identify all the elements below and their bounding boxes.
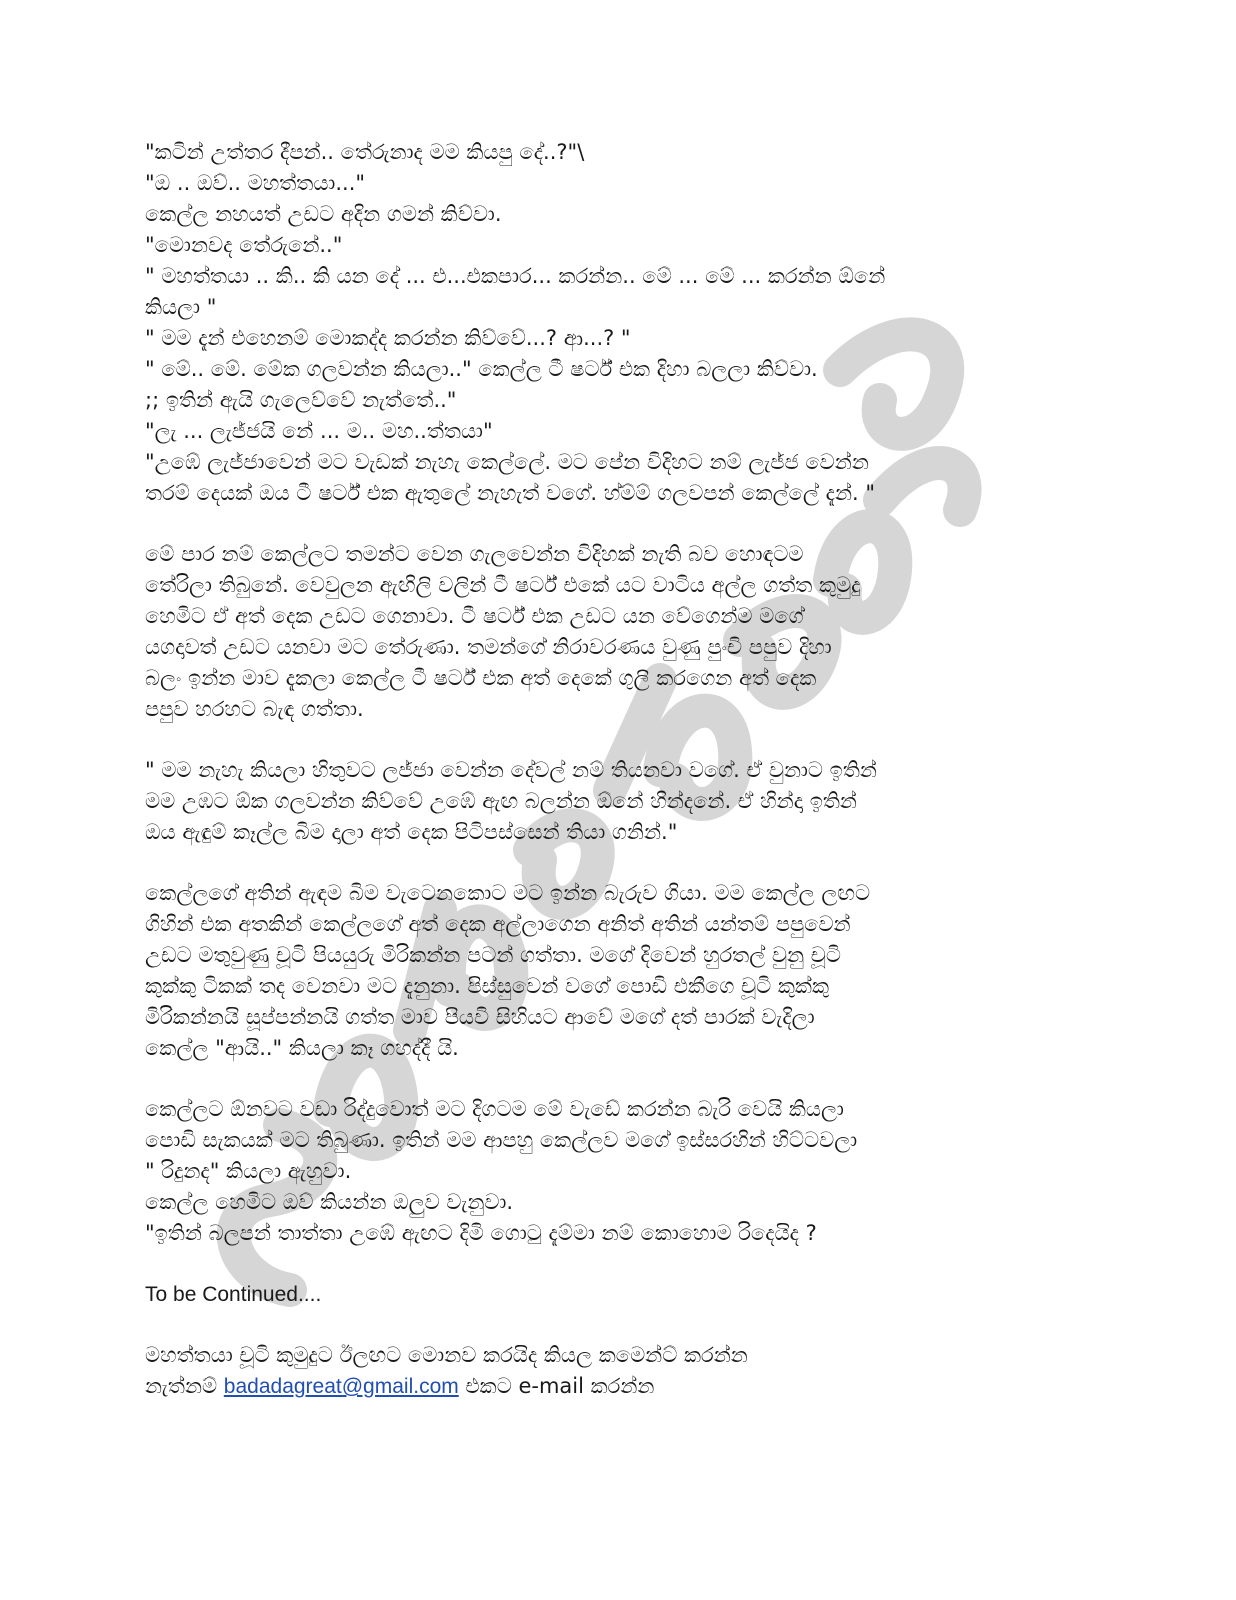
text-line: " මම නැහැ කියලා හිතුවට ලජ්ජා වෙන්න දේවල් නම් තියනවා වගේ. ඒ වුනාට ඉතින් (145, 758, 877, 782)
text-line: "ඉතින් බලපන් තාත්තා උඹේ ඇඟට දිමි ගොටු දැම්මා නම් කොහොම රිදෙයිද ? (145, 1221, 817, 1245)
paragraph-narration-1 (145, 539, 1090, 725)
footer-line-1: මහත්තයා චූටි කුමුදුට ඊලඟට මොනව කරයිද කියල කමෙන්ට් කරන්න (145, 1343, 748, 1367)
text-line: " මහත්තයා .. කි.. කි යන දේ ... එ...එකපාර... කරන්න.. මේ ... මේ ... කරන්න ඕනේ (145, 264, 886, 288)
paragraph-gap (145, 848, 1090, 878)
text-line: කෙල්ලට ඕනවට වඩා රිද්දුවොත් මට දිගටම මේ වැඩේ කරන්න බැරි වෙයි කියලා (145, 1097, 844, 1121)
text-line: යගදාවත් උඩට යනවා මට තේරුණා. තමන්ගේ නිරාවරණය වුණු පුංචි පපුව දිහා (145, 635, 832, 659)
text-line: තේරිලා තිබුනේ. වෙවුලන ඇඟිලි වලින් ටී ෂර්ට් එකේ යට වාටිය අල්ල ගත්ත කුමුදු (145, 573, 861, 597)
paragraph-dialogue-2 (145, 755, 1090, 848)
text-line: ගිහින් එක අතකින් කෙල්ලගේ අත් දෙක අල්ලාගෙන අනිත් අතින් යන්තම් පපුවෙන් (145, 912, 851, 936)
text-line: ඔය ඇඳුම් කෑල්ල බිම දාලා අත් දෙක පිටිපස්සෙන් තියා ගනින්." (145, 820, 678, 844)
footer-suffix: එකට e-mail කරන්න (458, 1374, 655, 1398)
text-line: මම උඹට ඕක ගලවන්න කිව්වේ උඹේ ඇඟ බලන්න ඕනේ හින්දනේ. ඒ හින්දා ඉතින් (145, 789, 857, 813)
text-line: පොඩි සැකයක් මට තිබුණා. ඉතින් මම ආපහු කෙල්ලව මගේ ඉස්සරහින් හිට්ටවලා (145, 1128, 858, 1152)
text-line: කුක්කු ටිකක් තද වෙනවා මට දැනුනා. පිස්සුවෙන් වගේ පොඩි එකීගෙ චූටි කුක්කු (145, 974, 830, 998)
paragraph-narration-2 (145, 878, 1090, 1064)
document-body (145, 137, 1090, 1402)
paragraph-gap (145, 509, 1090, 539)
text-line: මිරිකන්නයි සූප්පන්නයි ගත්ත මාව පියවි සිහියට ආවේ මගේ දත් පාරක් වැදිලා (145, 1005, 815, 1029)
text-line: කෙල්ල හෙමිට ඔව් කියන්න ඔලුව වැනුවා. (145, 1190, 514, 1214)
text-line: " රිදුනද" කියලා ඇහුවා. (145, 1159, 352, 1183)
text-line: "මොනවද තේරුනේ.." (145, 233, 343, 257)
paragraph-gap (145, 1310, 1090, 1340)
text-line: හෙමිට ඒ අත් දෙක උඩට ගෙනාවා. ටී ෂර්ට් එක උඩට යන වේගෙන්ම මගේ (145, 604, 804, 628)
paragraph-gap (145, 1064, 1090, 1094)
text-line: " මම දැන් එහෙනම් මොකද්ද කරන්න කිව්වේ...? ආ...? " (145, 326, 631, 350)
text-line: කෙල්ල "ආයි.." කියලා කෑ ගහද්දී යි. (145, 1036, 459, 1060)
to-be-continued: To be Continued.... (145, 1283, 322, 1306)
text-line: මේ පාර නම් කෙල්ලට තමන්ට වෙන ගැලවෙන්න විදිහක් නැති බව හොඳටම (145, 542, 804, 566)
paragraph-gap (145, 725, 1090, 755)
text-line: කෙල්ලගේ අතින් ඇඳම බිම වැටෙනකොට මට ඉන්න බැරුව ගියා. මම කෙල්ල ලඟට (145, 881, 871, 905)
text-line: "ඔ .. ඔව්.. මහත්තයා..." (145, 171, 366, 195)
text-line: තරම් දෙයක් ඔය ටී ෂර්ට් එක ඇතුලේ නැහැත් වගේ. හ්ම්ම් ගලවපන් කෙල්ලේ දැන්. " (145, 481, 875, 505)
footer-prefix: නැත්නම් (145, 1374, 224, 1398)
text-line: කෙල්ල නහයත් උඩට අදින ගමන් කිව්වා. (145, 202, 502, 226)
text-line: "කටින් උත්තර දීපන්.. තේරුනාද මම කියපු දේ..?"\ (145, 140, 585, 164)
footer-note (145, 1340, 1090, 1402)
text-line: " මේ.. මේ. මේක ගලවන්න කියලා.." කෙල්ල ටී ෂර්ට් එක දිහා බලලා කිව්වා. (145, 357, 818, 381)
text-line: බලං ඉන්න මාව දැකලා කෙල්ල ටී ෂර්ට් එක අත් දෙකේ ගුලි කරගෙන අත් දෙක (145, 666, 817, 690)
email-link[interactable]: badadagreat@gmail.com (223, 1375, 459, 1398)
text-line: උඩට මතුවුණු චූටි පියයුරු මිරිකන්න පටන් ගත්තා. මගේ දිවෙන් හුරතල් වුනු චූටි (145, 943, 841, 967)
text-line: "උඹේ ලැජ්ජාවෙන් මට වැඩක් නැහැ කෙල්ලේ. මට පේන විදිහට නම් ලැජ්ජ වෙන්න (145, 450, 869, 474)
footer-line-2 (145, 1371, 1090, 1402)
text-line: "ලැ ... ලැජ්ජයි නේ ... ම.. මහ..ත්තයා" (145, 419, 493, 443)
text-line: ;; ඉතින් ඇයි ගැලෙව්වේ නැත්තේ.." (145, 388, 457, 412)
paragraph-narration-3 (145, 1094, 1090, 1249)
text-line: කියලා " (145, 295, 217, 319)
text-line: පපුව හරහට බැඳ ගත්තා. (145, 697, 364, 721)
paragraph-dialogue-1 (145, 137, 1090, 509)
paragraph-gap (145, 1249, 1090, 1279)
